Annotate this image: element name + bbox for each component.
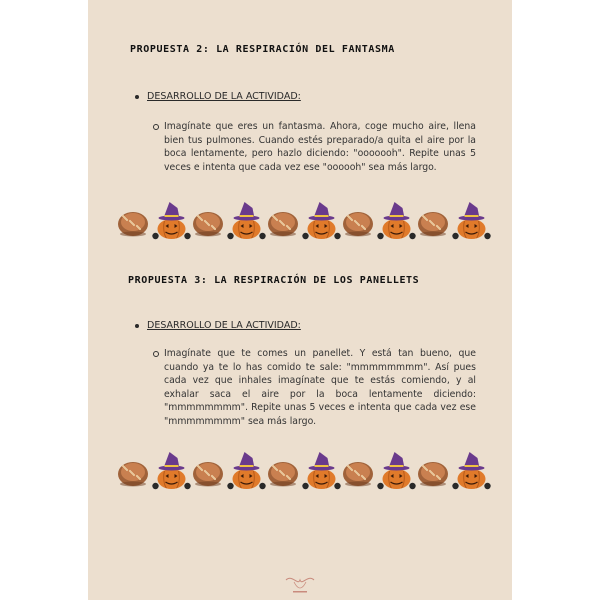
pumpkin-witch-icon xyxy=(377,452,415,489)
section-heading-propuesta-3: PROPUESTA 3: LA RESPIRACIÓN DE LOS PANELLETS xyxy=(128,275,420,286)
panellet-icon xyxy=(418,212,448,237)
pumpkin-witch-icon xyxy=(152,452,190,489)
panellet-icon xyxy=(268,212,298,237)
activity-description: Imagínate que te comes un panellet. Y está tan bueno, que cuando ya te lo has comido te sale: "mmmmmmmm". Así pues cada vez que inhales imagínate que te estás comiendo, y al exhalar saca el aire por la boca lentamente diciendo: "mmmmmmmm". Repite unas 5 veces e intenta que cada vez ese "mmmmmmmm" sea más largo. xyxy=(164,348,476,427)
activity-bullet-label: DESARROLLO DE LA ACTIVIDAD: xyxy=(147,91,301,102)
panellet-icon xyxy=(118,462,148,487)
panellet-icon xyxy=(343,212,373,237)
pumpkin-witch-icon xyxy=(227,202,265,239)
pumpkin-witch-icon xyxy=(377,202,415,239)
panellet-icon xyxy=(343,462,373,487)
pumpkin-witch-icon xyxy=(452,202,490,239)
pumpkin-witch-icon xyxy=(302,202,340,239)
panellet-icon xyxy=(193,212,223,237)
pumpkin-witch-icon xyxy=(227,452,265,489)
activity-bullet-label: DESARROLLO DE LA ACTIVIDAD: xyxy=(147,320,301,331)
activity-description: Imagínate que eres un fantasma. Ahora, coge mucho aire, llena bien tus pulmones. Cuando estés preparado/a quita el aire por la boca lentamente, pero hazlo diciendo: "ooooooh". Repite unas 5 veces e intenta que cada vez ese "oooooh" sea más largo. xyxy=(164,121,476,173)
halloween-decoration-row xyxy=(115,200,495,242)
panellet-icon xyxy=(418,462,448,487)
panellet-icon xyxy=(193,462,223,487)
panellet-icon xyxy=(118,212,148,237)
document-page xyxy=(88,0,512,600)
section-heading-propuesta-2: PROPUESTA 2: LA RESPIRACIÓN DEL FANTASMA xyxy=(130,44,395,55)
pumpkin-witch-icon xyxy=(302,452,340,489)
halloween-decoration-row xyxy=(115,450,495,492)
pumpkin-witch-icon xyxy=(452,452,490,489)
brand-logo-icon xyxy=(280,570,320,596)
panellet-icon xyxy=(268,462,298,487)
pumpkin-witch-icon xyxy=(152,202,190,239)
